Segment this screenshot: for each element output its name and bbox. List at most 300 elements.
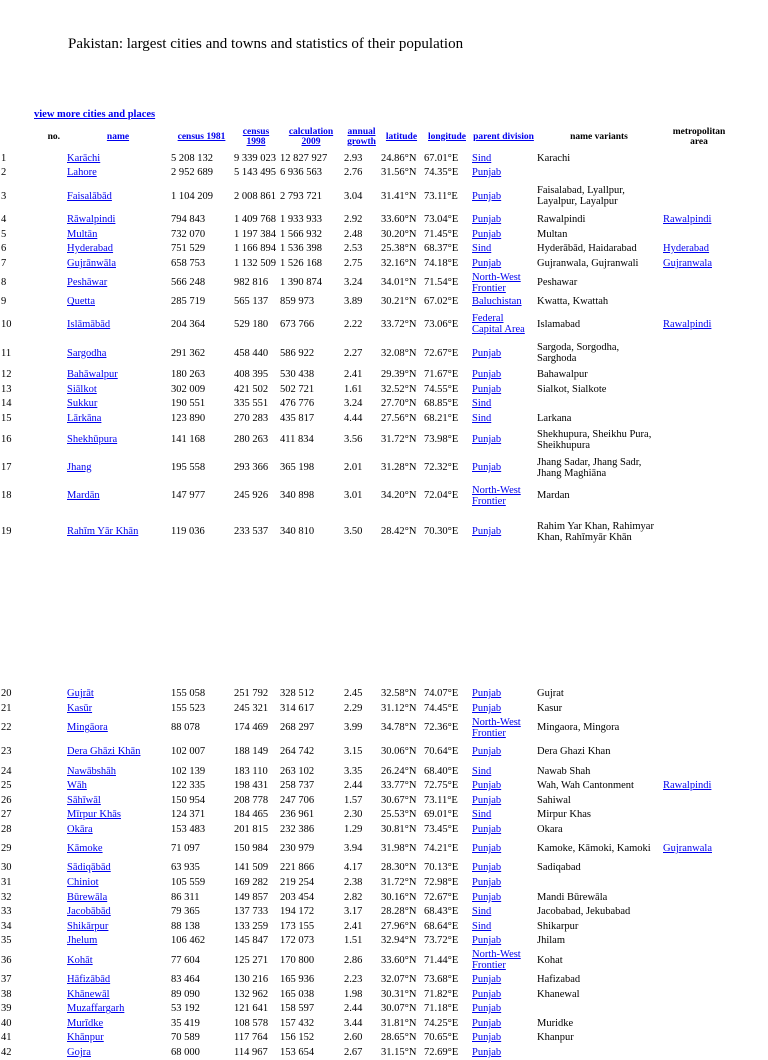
name-variants-text-cell: Multan — [537, 228, 568, 240]
annual-growth-value-cell: 2.60 — [344, 1032, 363, 1044]
metropolitan-area-cell — [662, 701, 736, 716]
row-number-cell: 25 — [1, 780, 12, 792]
census-1981-value-cell: 53 192 — [171, 1003, 200, 1015]
metropolitan-area-cell — [662, 808, 736, 823]
census-1998-value-cell: 145 847 — [234, 935, 269, 947]
row-number-cell: 31 — [1, 877, 12, 889]
row-number-cell: 1 — [1, 152, 7, 164]
metropolitan-area-cell — [662, 382, 736, 397]
city-name-link[interactable]: Shikārpur — [67, 920, 109, 932]
metropolitan-area-cell — [662, 271, 736, 295]
name-variants-text-cell: Mandi Būrewāla — [537, 891, 608, 903]
annual-growth-value-cell: 2.53 — [344, 243, 363, 255]
parent-division-cell — [471, 151, 536, 166]
city-name-link[interactable]: Kasūr — [67, 702, 93, 714]
census-1998-value-cell: 114 967 — [234, 1047, 268, 1059]
census-1998-value-cell: 208 778 — [234, 794, 269, 806]
city-name-link[interactable]: Khānewāl — [67, 988, 110, 1000]
annual-growth-value-cell: 1.51 — [344, 935, 363, 947]
metropolitan-area-cell — [662, 837, 736, 861]
latitude-value-cell: 28.30°N — [381, 862, 417, 874]
longitude-value-cell: 68.40°E — [424, 765, 459, 777]
metropolitan-area-link[interactable]: Hyderabad — [663, 243, 710, 255]
parent-division-cell — [471, 701, 536, 716]
city-name-link[interactable]: Hyderabad — [67, 243, 114, 255]
census-1981-value-cell: 122 335 — [171, 780, 206, 792]
city-name-cell — [66, 166, 170, 181]
parent-division-link[interactable]: Punjab — [472, 891, 502, 903]
annual-growth-value-cell: 2.23 — [344, 974, 363, 986]
city-name-link[interactable]: Jhelum — [67, 935, 98, 947]
latitude-value-cell: 28.28°N — [381, 906, 417, 918]
name-variants-text-cell: Faisalabad, Lyallpur, Layalpur, Layalpur — [537, 185, 625, 208]
latitude-value-cell: 28.65°N — [381, 1032, 417, 1044]
parent-division-link[interactable]: Punjab — [472, 823, 502, 835]
parent-division-link[interactable]: Punjab — [472, 213, 502, 225]
city-name-cell — [66, 987, 170, 1002]
latitude-value-cell: 30.16°N — [381, 891, 417, 903]
metropolitan-area-cell — [662, 764, 736, 779]
column-header-census-1981[interactable]: census 1981 — [177, 132, 226, 142]
parent-division-link[interactable]: Sind — [472, 906, 492, 918]
latitude-value-cell: 24.86°N — [381, 152, 417, 164]
metropolitan-area-link[interactable]: Rawalpindi — [663, 213, 712, 225]
parent-division-link[interactable]: Punjab — [472, 988, 502, 1000]
row-number-cell: 16 — [1, 434, 12, 446]
city-name-link[interactable]: Chiniot — [67, 877, 99, 889]
latitude-value-cell: 30.21°N — [381, 296, 417, 308]
latitude-value-cell: 27.96°N — [381, 920, 417, 932]
parent-division-link[interactable]: Sind — [472, 412, 492, 424]
name-variants-text-cell: Kamoke, Kāmoki, Kamoki — [537, 843, 651, 855]
calculation-2009-value-cell: 230 979 — [280, 843, 315, 855]
city-name-link[interactable]: Sukkur — [67, 398, 98, 410]
city-name-cell — [66, 510, 170, 554]
annual-growth-value-cell: 3.50 — [344, 526, 363, 538]
longitude-value-cell: 71.18°E — [424, 1003, 459, 1015]
name-variants-text-cell: Sadiqabad — [537, 862, 581, 874]
city-name-link[interactable]: Lahore — [67, 167, 97, 179]
city-name-link[interactable]: Gujrānwāla — [67, 257, 116, 269]
census-1998-value-cell: 458 440 — [234, 347, 269, 359]
column-header-parent-division[interactable]: parent division — [473, 132, 534, 142]
annual-growth-value-cell: 3.99 — [344, 722, 363, 734]
column-header-name[interactable]: name — [106, 132, 130, 142]
city-name-link[interactable]: Islāmābād — [67, 318, 111, 330]
table-row — [0, 227, 736, 242]
table-row — [0, 764, 736, 779]
parent-division-link[interactable]: Punjab — [472, 434, 502, 446]
city-name-link[interactable]: Dera Ghāzi Khān — [67, 746, 141, 758]
annual-growth-value-cell: 2.30 — [344, 809, 363, 821]
metropolitan-area-cell — [662, 396, 736, 411]
table-row — [0, 808, 736, 823]
parent-division-cell — [471, 180, 536, 212]
parent-division-link[interactable]: Punjab — [472, 877, 502, 889]
parent-division-link[interactable]: Punjab — [472, 1032, 502, 1044]
longitude-value-cell: 72.75°E — [424, 780, 459, 792]
city-name-link[interactable]: Quetta — [67, 296, 95, 308]
table-row — [0, 987, 736, 1002]
annual-growth-value-cell: 2.82 — [344, 891, 363, 903]
parent-division-link[interactable]: Sind — [472, 243, 492, 255]
column-header-census-1998[interactable]: census 1998 — [242, 127, 270, 147]
census-1981-value-cell: 147 977 — [171, 490, 206, 502]
calculation-2009-value-cell: 314 617 — [280, 702, 315, 714]
parent-division-link[interactable]: North-West Frontier — [472, 484, 521, 507]
table-row — [0, 948, 736, 972]
parent-division-link[interactable]: Sind — [472, 152, 492, 164]
parent-division-link[interactable]: Sind — [472, 765, 492, 777]
parent-division-link[interactable]: Punjab — [472, 1017, 502, 1029]
city-name-link[interactable]: Lārkāna — [67, 412, 102, 424]
row-number-cell: 24 — [1, 765, 12, 777]
census-1998-value-cell: 169 282 — [234, 877, 269, 889]
row-number-cell: 42 — [1, 1047, 12, 1059]
name-variants-text-cell: Muridke — [537, 1017, 574, 1029]
parent-division-link[interactable]: Punjab — [472, 167, 502, 179]
parent-division-link[interactable]: Punjab — [472, 368, 502, 380]
metropolitan-area-link[interactable]: Rawalpindi — [663, 780, 712, 792]
parent-division-link[interactable]: Punjab — [472, 257, 502, 269]
city-name-cell — [66, 778, 170, 793]
parent-division-link[interactable]: Punjab — [472, 383, 502, 395]
city-name-link[interactable]: Khānpur — [67, 1032, 104, 1044]
metropolitan-area-link[interactable]: Gujranwala — [663, 257, 712, 269]
parent-division-cell — [471, 396, 536, 411]
name-variants-text-cell: Larkana — [537, 412, 572, 424]
table-row — [0, 919, 736, 934]
parent-division-link[interactable]: Punjab — [472, 1003, 502, 1015]
row-number-cell: 13 — [1, 383, 12, 395]
city-name-link[interactable]: Nawābshāh — [67, 765, 116, 777]
parent-division-link[interactable]: Baluchistan — [472, 296, 522, 308]
latitude-value-cell: 31.15°N — [381, 1047, 417, 1059]
city-name-link[interactable]: Gojra — [67, 1047, 91, 1059]
annual-growth-value-cell: 3.94 — [344, 843, 363, 855]
table-row — [0, 309, 736, 339]
table-row — [0, 1016, 736, 1031]
name-variants-text-cell: Islamabad — [537, 318, 581, 330]
parent-division-cell — [471, 764, 536, 779]
city-name-link[interactable]: Sargodha — [67, 347, 107, 359]
latitude-value-cell: 34.01°N — [381, 277, 417, 289]
parent-division-link[interactable]: Punjab — [472, 190, 502, 202]
city-name-link[interactable]: Jacobābād — [67, 906, 111, 918]
census-1981-value-cell: 2 952 689 — [171, 167, 213, 179]
census-1998-value-cell: 125 271 — [234, 954, 269, 966]
latitude-value-cell: 31.98°N — [381, 843, 417, 855]
census-1998-value-cell: 150 984 — [234, 843, 269, 855]
city-name-link[interactable]: Rahīm Yār Khān — [67, 526, 139, 538]
name-variants-text-cell: Shikarpur — [537, 920, 579, 932]
latitude-value-cell: 34.78°N — [381, 722, 417, 734]
city-name-link[interactable]: Kohāt — [67, 954, 93, 966]
row-number-cell: 21 — [1, 702, 12, 714]
longitude-value-cell: 72.04°E — [424, 490, 459, 502]
parent-division-link[interactable]: Punjab — [472, 780, 502, 792]
parent-division-link[interactable]: Federal Capital Area — [472, 313, 525, 336]
census-1998-value-cell: 293 366 — [234, 462, 269, 474]
city-name-cell — [66, 382, 170, 397]
latitude-value-cell: 27.56°N — [381, 412, 417, 424]
census-1981-value-cell: 88 138 — [171, 920, 200, 932]
annual-growth-value-cell: 3.24 — [344, 398, 363, 410]
table-row — [0, 166, 736, 181]
longitude-value-cell: 73.98°E — [424, 434, 459, 446]
census-1998-value-cell: 174 469 — [234, 722, 269, 734]
name-variants-text-cell: Hyderābād, Haidarabad — [537, 243, 637, 255]
city-name-link[interactable]: Okāra — [67, 823, 93, 835]
parent-division-link[interactable]: North-West Frontier — [472, 271, 521, 294]
city-name-cell — [66, 837, 170, 861]
metropolitan-area-link[interactable]: Rawalpindi — [663, 318, 712, 330]
city-name-link[interactable]: Karāchi — [67, 152, 101, 164]
column-header-longitude[interactable]: longitude — [427, 132, 466, 142]
table-row — [0, 295, 736, 310]
city-name-link[interactable]: Hāfizābād — [67, 974, 111, 986]
city-name-cell — [66, 919, 170, 934]
latitude-value-cell: 33.60°N — [381, 213, 417, 225]
metropolitan-area-cell — [662, 972, 736, 987]
name-variants-text-cell: Bahawalpur — [537, 368, 588, 380]
calculation-2009-value-cell: 1 536 398 — [280, 243, 322, 255]
parent-division-link[interactable]: Punjab — [472, 843, 502, 855]
city-name-cell — [66, 793, 170, 808]
city-name-link[interactable]: Mardān — [67, 490, 100, 502]
city-name-link[interactable]: Murīdke — [67, 1017, 104, 1029]
census-1981-value-cell: 302 009 — [171, 383, 206, 395]
table-row — [0, 454, 736, 482]
longitude-value-cell: 72.98°E — [424, 877, 459, 889]
column-header-annual-growth[interactable]: annual growth — [347, 127, 376, 147]
row-number-cell: 14 — [1, 398, 12, 410]
row-number-cell: 20 — [1, 688, 12, 700]
longitude-value-cell: 74.55°E — [424, 383, 459, 395]
city-name-link[interactable]: Shekhūpura — [67, 434, 118, 446]
table-row — [0, 1031, 736, 1046]
table-row — [0, 482, 736, 510]
latitude-value-cell: 31.56°N — [381, 167, 417, 179]
city-name-cell — [66, 256, 170, 271]
parent-division-cell — [471, 716, 536, 740]
metropolitan-area-cell — [662, 151, 736, 166]
metropolitan-area-cell — [662, 212, 736, 227]
city-name-link[interactable]: Mingāora — [67, 722, 108, 734]
calculation-2009-value-cell: 530 438 — [280, 368, 315, 380]
city-name-link[interactable]: Kāmoke — [67, 843, 103, 855]
metropolitan-area-cell — [662, 1045, 736, 1060]
longitude-value-cell: 73.11°E — [424, 794, 458, 806]
spacer-row — [0, 554, 736, 687]
longitude-value-cell: 74.21°E — [424, 843, 459, 855]
name-variants-text-cell: Mingaora, Mingora — [537, 722, 620, 734]
annual-growth-value-cell: 3.01 — [344, 490, 363, 502]
row-number-cell: 18 — [1, 490, 12, 502]
city-name-cell — [66, 426, 170, 454]
table-row — [0, 716, 736, 740]
census-1998-value-cell: 1 197 384 — [234, 228, 276, 240]
longitude-value-cell: 68.43°E — [424, 906, 459, 918]
city-name-link[interactable]: Wāh — [67, 780, 87, 792]
metropolitan-area-cell — [662, 740, 736, 764]
census-1981-value-cell: 102 139 — [171, 765, 206, 777]
parent-division-link[interactable]: Sind — [472, 920, 492, 932]
calculation-2009-value-cell: 12 827 927 — [280, 152, 328, 164]
spacer-cell — [0, 554, 736, 687]
city-name-cell — [66, 227, 170, 242]
census-1981-value-cell: 732 070 — [171, 228, 206, 240]
census-1998-value-cell: 5 143 495 — [234, 167, 276, 179]
latitude-value-cell: 31.72°N — [381, 877, 417, 889]
name-variants-text-cell: Kohat — [537, 954, 563, 966]
metropolitan-area-cell — [662, 339, 736, 367]
city-name-link[interactable]: Siālkot — [67, 383, 97, 395]
census-1981-value-cell: 291 362 — [171, 347, 206, 359]
metropolitan-area-link[interactable]: Gujranwala — [663, 843, 712, 855]
longitude-value-cell: 70.64°E — [424, 746, 459, 758]
latitude-value-cell: 31.81°N — [381, 1017, 417, 1029]
city-name-link[interactable]: Multān — [67, 228, 98, 240]
annual-growth-value-cell: 2.01 — [344, 462, 363, 474]
calculation-2009-value-cell: 165 038 — [280, 988, 315, 1000]
census-1981-value-cell: 285 719 — [171, 296, 206, 308]
parent-division-link[interactable]: North-West Frontier — [472, 716, 521, 739]
census-1981-value-cell: 124 371 — [171, 809, 206, 821]
calculation-2009-value-cell: 411 834 — [280, 434, 314, 446]
city-name-cell — [66, 890, 170, 905]
name-variants-text-cell — [536, 1045, 662, 1060]
metropolitan-area-cell — [662, 687, 736, 702]
calculation-2009-value-cell: 268 297 — [280, 722, 315, 734]
city-name-link[interactable]: Mīrpur Khās — [67, 809, 121, 821]
table-row — [0, 934, 736, 949]
row-number-cell: 2 — [1, 167, 7, 179]
metropolitan-area-cell — [662, 793, 736, 808]
annual-growth-value-cell: 2.67 — [344, 1047, 363, 1059]
metropolitan-area-cell — [662, 510, 736, 554]
census-1998-value-cell: 245 926 — [234, 490, 269, 502]
latitude-value-cell: 33.77°N — [381, 780, 417, 792]
longitude-value-cell: 71.44°E — [424, 954, 459, 966]
annual-growth-value-cell: 2.29 — [344, 702, 363, 714]
city-name-link[interactable]: Peshāwar — [67, 277, 108, 289]
row-number-cell: 6 — [1, 243, 7, 255]
census-1981-value-cell: 83 464 — [171, 974, 200, 986]
census-1981-value-cell: 71 097 — [171, 843, 200, 855]
name-variants-text-cell: Kasur — [537, 702, 563, 714]
parent-division-cell — [471, 740, 536, 764]
city-name-cell — [66, 822, 170, 837]
parent-division-link[interactable]: Sind — [472, 398, 492, 410]
parent-division-link[interactable]: Punjab — [472, 974, 502, 986]
annual-growth-value-cell: 3.89 — [344, 296, 363, 308]
city-name-link[interactable]: Bahāwalpur — [67, 368, 118, 380]
parent-division-link[interactable]: Punjab — [472, 862, 502, 874]
longitude-value-cell: 71.45°E — [424, 228, 459, 240]
calculation-2009-value-cell: 340 898 — [280, 490, 315, 502]
latitude-value-cell: 28.42°N — [381, 526, 417, 538]
city-name-link[interactable]: Būrewāla — [67, 891, 108, 903]
latitude-value-cell: 32.58°N — [381, 688, 417, 700]
city-name-link[interactable]: Gujrāt — [67, 688, 94, 700]
city-name-cell — [66, 367, 170, 382]
census-1998-value-cell: 183 110 — [234, 765, 268, 777]
parent-division-cell — [471, 309, 536, 339]
calculation-2009-value-cell: 153 654 — [280, 1047, 315, 1059]
census-1981-value-cell: 566 248 — [171, 277, 206, 289]
parent-division-link[interactable]: Punjab — [472, 746, 502, 758]
parent-division-cell — [471, 987, 536, 1002]
name-variants-text-cell: Wah, Wah Cantonment — [537, 780, 634, 792]
column-header-latitude[interactable]: latitude — [385, 132, 418, 142]
parent-division-link[interactable]: Punjab — [472, 702, 502, 714]
census-1998-value-cell: 121 641 — [234, 1003, 269, 1015]
longitude-value-cell: 74.25°E — [424, 1017, 459, 1029]
parent-division-link[interactable]: Punjab — [472, 347, 502, 359]
view-more-link[interactable]: view more cities and places — [34, 109, 156, 120]
calculation-2009-value-cell: 172 073 — [280, 935, 315, 947]
parent-division-link[interactable]: Punjab — [472, 1047, 502, 1059]
longitude-value-cell: 72.67°E — [424, 891, 459, 903]
row-number-cell: 30 — [1, 862, 12, 874]
name-variants-text-cell: Sialkot, Sialkote — [537, 383, 607, 395]
city-name-link[interactable]: Muzaffargarh — [67, 1003, 125, 1015]
parent-division-link[interactable]: Punjab — [472, 935, 502, 947]
longitude-value-cell: 74.18°E — [424, 257, 459, 269]
census-1981-value-cell: 70 589 — [171, 1032, 200, 1044]
calculation-2009-value-cell: 1 526 168 — [280, 257, 322, 269]
name-variants-text-cell — [536, 396, 662, 411]
city-name-link[interactable]: Faisalābād — [67, 190, 112, 202]
longitude-value-cell: 74.07°E — [424, 688, 459, 700]
city-name-link[interactable]: Jhang — [67, 462, 92, 474]
latitude-value-cell: 30.81°N — [381, 823, 417, 835]
table-row — [0, 875, 736, 890]
city-name-cell — [66, 701, 170, 716]
row-number-cell: 8 — [1, 277, 7, 289]
table-row — [0, 793, 736, 808]
latitude-value-cell: 31.12°N — [381, 702, 417, 714]
table-row — [0, 151, 736, 166]
city-name-link[interactable]: Sāhīwāl — [67, 794, 101, 806]
parent-division-link[interactable]: Punjab — [472, 462, 502, 474]
parent-division-link[interactable]: Sind — [472, 809, 492, 821]
census-1981-value-cell: 195 558 — [171, 462, 206, 474]
city-name-link[interactable]: Rāwalpindi — [67, 213, 116, 225]
metropolitan-area-cell — [662, 295, 736, 310]
row-number-cell: 40 — [1, 1017, 12, 1029]
city-name-cell — [66, 740, 170, 764]
calculation-2009-value-cell: 219 254 — [280, 877, 315, 889]
calculation-2009-value-cell: 1 933 933 — [280, 213, 322, 225]
parent-division-link[interactable]: Punjab — [472, 228, 502, 240]
parent-division-cell — [471, 339, 536, 367]
parent-division-link[interactable]: Punjab — [472, 688, 502, 700]
column-header-calculation-2009[interactable]: calculation 2009 — [288, 127, 334, 147]
parent-division-cell — [471, 778, 536, 793]
parent-division-link[interactable]: North-West Frontier — [472, 949, 521, 972]
city-name-cell — [66, 972, 170, 987]
table-row — [0, 411, 736, 426]
table-header-row — [0, 123, 736, 151]
city-name-link[interactable]: Sādiqābād — [67, 862, 111, 874]
parent-division-link[interactable]: Punjab — [472, 526, 502, 538]
city-name-cell — [66, 482, 170, 510]
table-row — [0, 212, 736, 227]
census-1981-value-cell: 68 000 — [171, 1047, 200, 1059]
parent-division-link[interactable]: Punjab — [472, 794, 502, 806]
